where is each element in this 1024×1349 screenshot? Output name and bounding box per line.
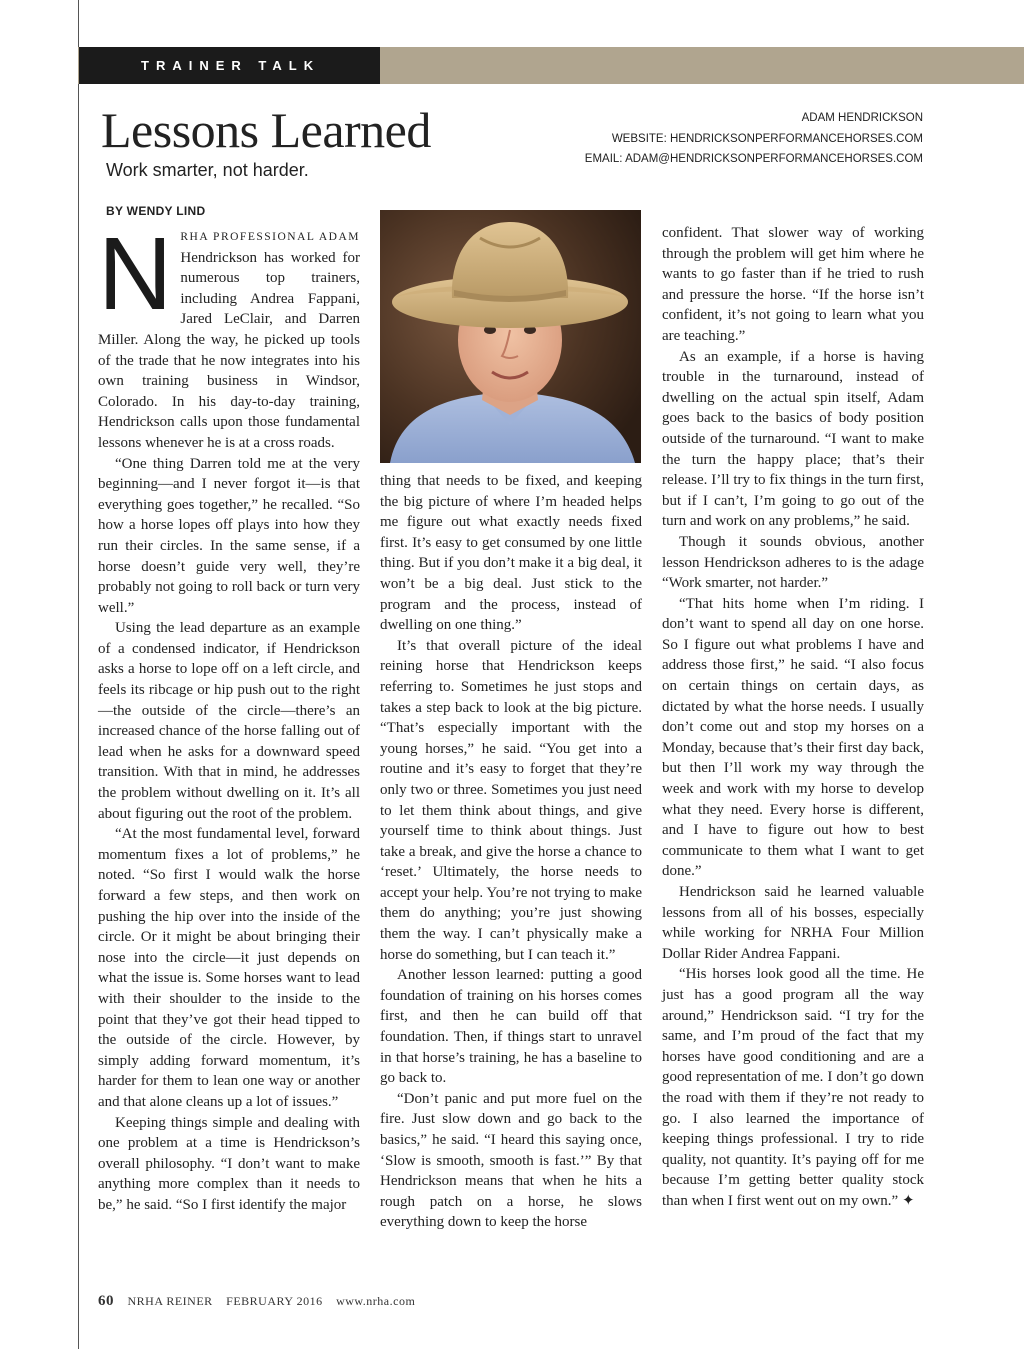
- drop-cap: N: [98, 216, 173, 331]
- paragraph: Keeping things simple and dealing with one problem at a time is Hendrickson’s overall philosophy. “I don’t want to make anything more complex than it needs to be,” he said. “So I first identify the major: [98, 1114, 360, 1213]
- paragraph: It’s that overall picture of the ideal reining horse that Hendrickson keeps referring to. Sometimes he just stops and takes a step back to look at the big picture. “That’s especially important with the young horses,” he said. “You get into a routine and it’s easy to forget that they’re only two or three. Sometimes you just need to let them think about things, and give yourself time to think about things. Just take a break, and give the horse a chance to ‘reset.’ Ultimately, the horse needs to accept your help. You’re not trying to make them do anything; you’re just showing them the way. I can’t physically make a horse do something, but I can teach it.”: [380, 637, 642, 963]
- paragraph: Though it sounds obvious, another lesson Hendrickson adheres to is the adage “Work smarter, not harder.”: [662, 533, 924, 592]
- section-label: TRAINER TALK: [79, 47, 380, 84]
- paragraph: “Don’t panic and put more fuel on the fire. Just slow down and go back to the basics,” he said. “I heard this saying once, ‘Slow is smooth, smooth is fast.’” By that Hendrickson means that when he hits a rough patch on a horse, he slows everything down to keep the horse: [380, 1090, 642, 1231]
- paragraph: “At the most fundamental level, forward momentum fixes a lot of problems,” he noted. “So first I would walk the horse forward a few steps, and then work on pushing the hip over into the inside of the circle. Or it might be about bringing their nose into the circle—it just depends on what the issue is. Some horses want to lead with their shoulder to the inside to the point that they’ve got their head tipped to the outside of the circle. However, by simply adding forward momentum, it’s harder for them to lean one way or another and that alone cleans up a lot of issues.”: [98, 826, 360, 1110]
- page-number: 60: [98, 1293, 114, 1309]
- issue-date: FEBRUARY 2016: [226, 1294, 323, 1308]
- contact-website: WEBSITE: HENDRICKSONPERFORMANCEHORSES.COM: [611, 132, 923, 145]
- publication-name: NRHA REINER: [127, 1294, 213, 1308]
- paragraph: As an example, if a horse is having trouble in the turnaround, instead of dwelling on the actual spin itself, Adam goes back to the basics of body position outside of the turnaround. “I want to make the turn the happy place; that’s their release. I’ll try to fix things in the turn first, but if I can’t, I’m going to go out of the turn and work on any problems,” he said.: [662, 348, 924, 530]
- lead-caps: RHA PROFESSIONAL ADAM: [180, 231, 360, 243]
- paragraph: “One thing Darren told me at the very beginning—and I never forgot it—is that everything goes together,” he recalled. “So how a horse lopes off plays into how they run their circles. In the same sense, if a horse doesn’t guide very well, they’re probably not going to roll back or turn very well.”: [98, 455, 360, 616]
- left-margin-rule: [78, 0, 79, 1349]
- headline: Lessons Learned: [101, 102, 431, 158]
- contact-email: EMAIL: ADAM@HENDRICKSONPERFORMANCEHORSES.COM: [584, 153, 923, 165]
- page-footer: [98, 1293, 425, 1310]
- paragraph: thing that needs to be fixed, and keeping the big picture of where I’m headed helps me figure out what exactly needs fixed first. It’s easy to get consumed by one little thing. But if you don’t make it a big deal, it won’t be a big deal. Just stick to the program and the process, instead of dwelling on one thing.”: [380, 473, 642, 634]
- paragraph: Using the lead departure as an example of a condensed indicator, if Hendrickson asks a horse to lope off on a left circle, and feels its ribcage or hip push out to the right—the outside of the circle—there’s an increased chance of the horse falling out of lead when he asks for a downward speed transition. With that in mind, he addresses the problem without dwelling on it. It’s all about figuring out the root of the problem.: [98, 620, 360, 822]
- lead-paragraph: [98, 216, 360, 454]
- paragraph: Hendrickson said he learned valuable lessons from all of his bosses, especially while working for NRHA Four Million Dollar Rider Andrea Fappani.: [662, 884, 924, 962]
- byline: BY WENDY LIND: [106, 204, 206, 218]
- publication-url: www.nrha.com: [336, 1294, 416, 1308]
- contact-block: [585, 108, 923, 170]
- paragraph: Another lesson learned: putting a good foundation of training on his horses comes first, and then he can build off that foundation. Then, if things start to unravel in that horse’s training, he has a baseline to go back to.: [380, 967, 642, 1087]
- article-column-2: [380, 471, 642, 1233]
- trainer-portrait-image: [380, 210, 641, 463]
- paragraph: “His horses look good all the time. He just has a good program all the way around,” Hendrickson said. “I try for the same, and I’m proud of the fact that my horses have good conditioning and are a good representation of me. I don’t go down the road with them if they’re not ready to go. I also learned the importance of keeping things professional. I try to ride quality, not quantity. It’s paying off for me because I’m getting better quality stock than when I first went out on my own.” ✦: [662, 966, 924, 1209]
- paragraph: confident. That slower way of working through the problem will get him where he wants to go faster than if he tried to rush and pressure the horse. “If the horse isn’t confident, it’s not going to learn what you are teaching.”: [662, 225, 924, 344]
- article-column-3: [662, 223, 924, 1212]
- subheadline: Work smarter, not harder.: [106, 160, 309, 180]
- article-column-1: [98, 216, 360, 1216]
- paragraph: “That hits home when I’m riding. I don’t want to spend all day on one horse. So I figure out what problems I have and address those first,” he said. “I also focus on certain things on certain days, as dictated by what the horse needs. I usually don’t come out and stop my horses on a Monday, because that’s their first day back, but then I’ll work my way through the week and work with my horse to develop what they need. Every horse is different, and I have to figure out how to best communicate to them what I want to get done.”: [662, 595, 924, 880]
- trainer-photo: [380, 210, 641, 463]
- contact-name: ADAM HENDRICKSON: [801, 112, 923, 124]
- lead-paragraph-text: Hendrickson has worked for numerous top trainers, including Andrea Fappani, Jared LeClair, and Darren Miller. Along the way, he picked up tools of the trade that he now integrates into his own training business in Windsor, Colorado. In his day-to-day training, Hendrickson calls upon those fundamental lessons whenever he is at a cross roads.: [98, 249, 360, 451]
